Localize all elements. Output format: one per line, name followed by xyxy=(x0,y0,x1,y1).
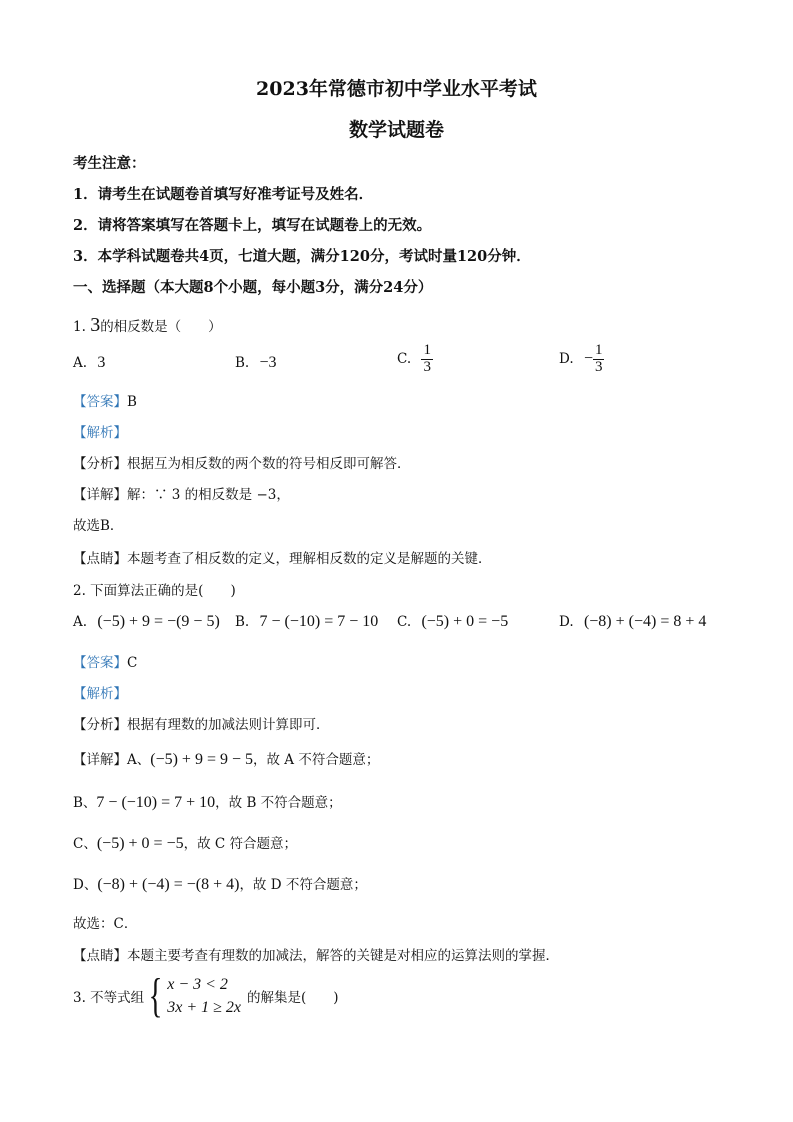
fraction: $\frac{1}{3}$ xyxy=(594,342,603,375)
choose-line: 故选B． xyxy=(73,518,124,534)
analysis-tag: 【解析】 xyxy=(73,425,127,441)
question-3-stem: 3. 不等式组 { x − 3 < 2 3x + 1 ≥ 2x 的解集是( ) xyxy=(73,969,339,1022)
page-subtitle: 数学试题卷 xyxy=(348,119,444,141)
remark-line: 【点睛】本题主要考查有理数的加减法，解答的关键是对相应的运算法则的掌握． xyxy=(73,948,559,964)
option-c: C. (−5) + 0 = −5 xyxy=(397,613,509,630)
detail-line: B、7 − (−10) = 7 + 10，故 B 不符合题意； xyxy=(73,794,342,811)
option-d: D. − $\frac{1}{3}$ xyxy=(559,342,603,375)
option-a: A. (−5) + 9 = −(9 − 5) xyxy=(73,613,220,630)
notice-item: 3．本学科试题卷共4页，七道大题，满分120分，考试时量120分钟． xyxy=(73,248,531,265)
analysis-tag: 【解析】 xyxy=(73,686,127,702)
page-title: 2023年常德市初中学业水平考试 xyxy=(256,78,537,100)
detail-line: D、(−8) + (−4) = −(8 + 4)，故 D 不符合题意； xyxy=(73,876,367,893)
left-brace: { xyxy=(148,969,163,1022)
detail-line: 【详解】解：∵ 3 的相反数是 −3， xyxy=(73,487,290,503)
inequality-system: x − 3 < 2 3x + 1 ≥ 2x xyxy=(167,975,241,1016)
option-a: A. 3 xyxy=(73,354,106,371)
question-1-stem xyxy=(73,314,222,337)
remark-line: 【点睛】本题考查了相反数的定义，理解相反数的定义是解题的关键． xyxy=(73,551,492,567)
question-2-stem: 2. 下面算法正确的是( ) xyxy=(73,583,236,599)
answer-line: 【答案】C xyxy=(73,655,138,671)
analysis-line: 【分析】根据互为相反数的两个数的符号相反即可解答． xyxy=(73,456,411,472)
notice-item: 2．请将答案填写在答题卡上，填写在试题卷上的无效。 xyxy=(73,217,432,234)
question-text: 的相反数是（ ） xyxy=(100,319,222,335)
option-d: D. (−8) + (−4) = 8 + 4 xyxy=(559,613,707,630)
section-heading: 一、选择题（本大题8个小题，每小题3分，满分24分） xyxy=(73,279,433,296)
detail-line: C、(−5) + 0 = −5，故 C 符合题意； xyxy=(73,835,298,852)
option-b: B. 7 − (−10) = 7 − 10 xyxy=(235,613,379,630)
option-c: C. $\frac{1}{3}$ xyxy=(397,342,431,375)
detail-line: 【详解】A、(−5) + 9 = 9 − 5，故 A 不符合题意； xyxy=(73,751,380,768)
question-number: 1. xyxy=(73,319,86,335)
fraction: $\frac{1}{3}$ xyxy=(423,342,431,375)
answer-line: 【答案】B xyxy=(73,394,137,410)
analysis-line: 【分析】根据有理数的加减法则计算即可． xyxy=(73,717,330,733)
question-value: 3 xyxy=(90,314,101,336)
option-b: B. −3 xyxy=(235,354,277,371)
notice-item: 1．请考生在试题卷首填写好准考证号及姓名． xyxy=(73,186,374,203)
notice-heading: 考生注意： xyxy=(73,155,146,172)
choose-line: 故选：C． xyxy=(73,916,138,932)
